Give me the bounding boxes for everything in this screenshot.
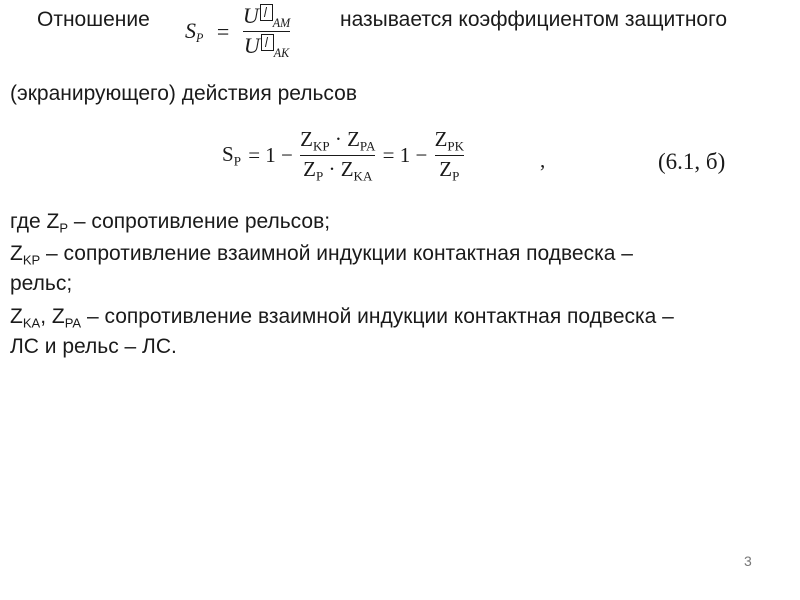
definition-zka-zpa-cont: ЛС и рельс – ЛС. <box>10 335 177 358</box>
formula-b-fraction-1 <box>300 126 375 185</box>
formula-b-den1: $Z_P \cdot Z_{KA}$ <box>300 155 375 185</box>
formula-b-fraction-2 <box>435 126 464 185</box>
formula-b-lhs: $S_P$ <box>222 141 241 169</box>
formula-equals: = <box>216 18 230 44</box>
formula-b-eq1: = 1 − <box>248 142 293 167</box>
definition-zkp-cont: рельс; <box>10 272 73 295</box>
formula-numerator: U AM <box>242 3 291 31</box>
formula-b-comma: , <box>540 148 546 172</box>
intro-rest: называется коэффициентом защитного <box>340 8 727 31</box>
formula-number: (6.1, б) <box>658 149 726 174</box>
formula-sp-ratio <box>185 2 290 62</box>
definition-zka-zpa: $Z_{KA}$, $Z_{PA}$ – сопротивление взаимной индукции контактная подвеска – <box>10 305 674 331</box>
formula-b-den2: $Z_P$ <box>435 155 464 185</box>
formula-b-eq2: = 1 − <box>382 142 428 167</box>
intro-word: Отношение <box>37 8 150 31</box>
formula-6-1-b <box>222 126 464 185</box>
page-number: 3 <box>744 553 752 569</box>
definition-zkp: $Z_{KP}$ – сопротивление взаимной индукции контактная подвеска – <box>10 242 633 268</box>
formula-denominator: U AK <box>243 33 290 61</box>
formula-lhs: SP <box>185 17 204 45</box>
formula-b-num2: $Z_{PK}$ <box>434 127 465 154</box>
formula-b-num1: $Z_{KP} \cdot Z_{PA}$ <box>300 127 376 154</box>
missing-glyph-icon <box>260 4 273 21</box>
missing-glyph-icon <box>261 34 274 51</box>
definition-zp: где $Z_P$ – сопротивление рельсов; <box>10 210 331 236</box>
line-2: (экранирующего) действия рельсов <box>10 82 358 105</box>
formula-fraction <box>243 2 290 62</box>
